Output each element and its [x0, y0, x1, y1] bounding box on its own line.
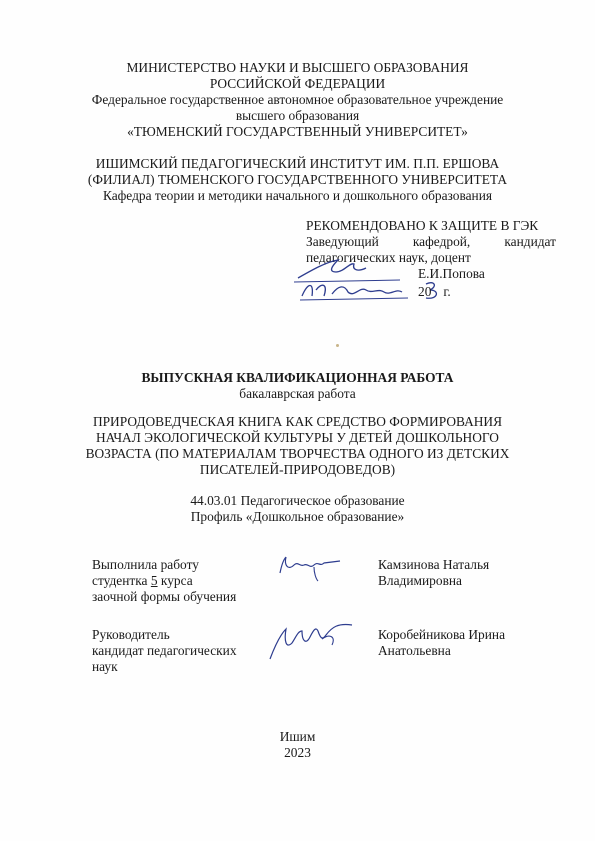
student-label: [92, 557, 262, 605]
student-course: 5: [150, 573, 158, 588]
institute-line-2: (ФИЛИАЛ) ТЮМЕНСКОГО ГОСУДАРСТВЕННОГО УНИВЕРСИТЕТА: [87, 172, 508, 187]
student-label-line-2: [92, 573, 262, 589]
approval-signer-name: Е.И.Попова: [418, 266, 485, 281]
institute-line-1: ИШИМСКИЙ ПЕДАГОГИЧЕСКИЙ ИНСТИТУТ ИМ. П.П. ЕРШОВА: [95, 156, 500, 171]
student-label-suffix: курса: [160, 573, 193, 588]
scan-speck: [336, 344, 339, 347]
city: Ишим: [279, 729, 316, 744]
student-label-prefix: студентка: [92, 573, 148, 588]
work-type: ВЫПУСКНАЯ КВАЛИФИКАЦИОННАЯ РАБОТА: [141, 370, 454, 385]
approval-role-word-3: кандидат: [504, 234, 556, 249]
student-name: [378, 557, 538, 589]
topic-line-3: ВОЗРАСТА (ПО МАТЕРИАЛАМ ТВОРЧЕСТВА ОДНОГО ИЗ ДЕТСКИХ: [85, 446, 510, 461]
topic-line-4: ПИСАТЕЛЕЙ-ПРИРОДОВЕДОВ): [199, 462, 396, 477]
approval-role-line-1: [306, 234, 556, 250]
approval-date-line: [306, 284, 556, 302]
approval-block: [306, 218, 556, 302]
approval-role-line-2: педагогических наук, доцент: [306, 250, 471, 265]
supervisor-label-line-3: наук: [92, 659, 118, 674]
topic-line-1: ПРИРОДОВЕДЧЕСКАЯ КНИГА КАК СРЕДСТВО ФОРМИРОВАНИЯ: [92, 414, 503, 429]
ministry-line-2: РОССИЙСКОЙ ФЕДЕРАЦИИ: [209, 76, 386, 91]
institution-type-line-2: высшего образования: [235, 108, 360, 123]
university-name: «ТЮМЕНСКИЙ ГОСУДАРСТВЕННЫЙ УНИВЕРСИТЕТ»: [127, 124, 468, 139]
supervisor-label: [92, 627, 262, 675]
year: 2023: [284, 745, 311, 760]
supervisor-label-line-2: кандидат педагогических: [92, 643, 237, 658]
ministry-line-1: МИНИСТЕРСТВО НАУКИ И ВЫСШЕГО ОБРАЗОВАНИЯ: [126, 60, 469, 75]
specialty-code: 44.03.01 Педагогическое образование: [190, 493, 405, 508]
approval-year-suffix: г.: [443, 284, 451, 299]
student-name-line-1: Камзинова Наталья: [378, 557, 490, 572]
footer-block: [0, 729, 595, 761]
student-label-line-1: Выполнила работу: [92, 557, 199, 572]
supervisor-name: [378, 627, 538, 659]
student-signature-icon: [270, 551, 350, 585]
approval-role-word-2: кафедрой,: [412, 234, 471, 249]
supervisor-name-line-2: Анатольевна: [378, 643, 451, 658]
approval-title: РЕКОМЕНДОВАНО К ЗАЩИТЕ В ГЭК: [306, 218, 539, 233]
specialty-block: [0, 493, 595, 525]
approval-year: [418, 284, 451, 300]
ministry-block: [0, 60, 595, 140]
supervisor-signature-icon: [262, 619, 362, 663]
student-label-line-3: заочной формы обучения: [92, 589, 237, 604]
student-name-line-2: Владимировна: [378, 573, 462, 588]
supervisor-name-line-1: Коробейникова Ирина: [378, 627, 506, 642]
topic-block: [0, 414, 595, 478]
work-level: бакалаврская работа: [239, 386, 356, 401]
approval-year-prefix: 20: [418, 284, 432, 299]
approval-role-word-1: Заведующий: [306, 234, 379, 249]
specialty-profile: Профиль «Дошкольное образование»: [190, 509, 405, 524]
topic-line-2: НАЧАЛ ЭКОЛОГИЧЕСКОЙ КУЛЬТУРЫ У ДЕТЕЙ ДОШКОЛЬНОГО: [96, 430, 499, 445]
department-name: Кафедра теории и методики начального и дошкольного образования: [102, 188, 493, 203]
work-type-block: [0, 370, 595, 402]
institute-block: [0, 156, 595, 204]
supervisor-label-line-1: Руководитель: [92, 627, 170, 642]
institution-type-line-1: Федеральное государственное автономное образовательное учреждение: [91, 92, 504, 107]
